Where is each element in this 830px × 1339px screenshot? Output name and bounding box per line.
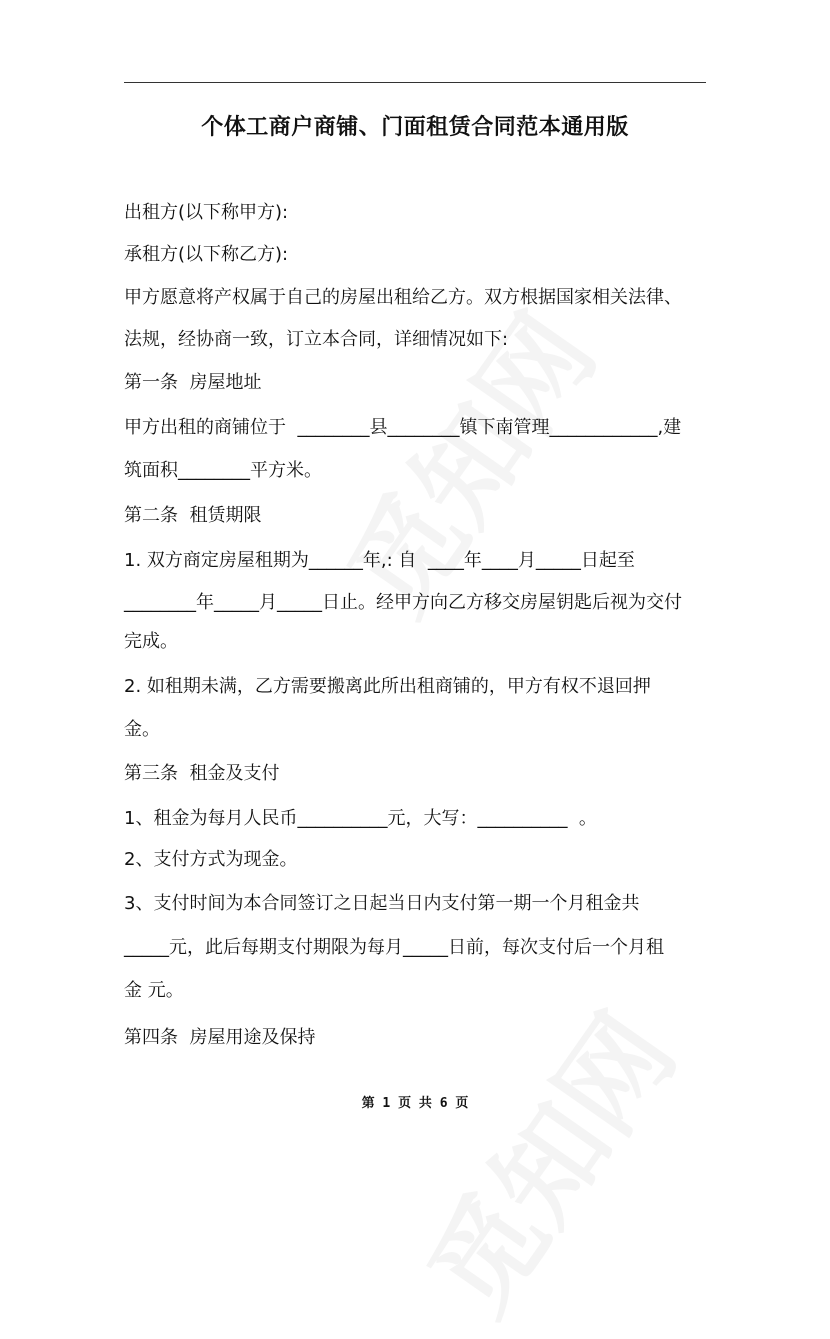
paragraph-line: 筑面积________平方米。 [124, 460, 322, 481]
paragraph-line: 甲方出租的商铺位于 ________县________镇下南管理____________,建 [124, 417, 682, 438]
paragraph-line: 法规，经协商一致，订立本合同，详细情况如下: [124, 329, 509, 350]
paragraph-line: 金。 [124, 719, 160, 740]
paragraph-line: 金 元。 [124, 980, 184, 1001]
watermark [386, 979, 705, 1339]
paragraph-line: 2. 如租期未满，乙方需要搬离此所出租商铺的，甲方有权不退回押 [124, 676, 651, 697]
document-title: 个体工商户商铺、门面租赁合同范本通用版 [201, 115, 629, 140]
paragraph-line: 甲方愿意将产权属于自己的房屋出租给乙方。双方根据国家相关法律、 [124, 287, 682, 308]
paragraph-line: 1. 双方商定房屋租期为______年,: 自 ____年____月_____日起至 [124, 550, 635, 571]
page-footer: 第 1 页 共 6 页 [361, 1096, 469, 1111]
section-heading: 第二条 租赁期限 [124, 505, 262, 526]
paragraph-line: 1、租金为每月人民币__________元，大写：__________ 。 [124, 808, 597, 829]
party-b-line: 承租方(以下称乙方): [124, 244, 289, 265]
section-heading: 第一条 房屋地址 [124, 372, 262, 393]
paragraph-line: 2、支付方式为现金。 [124, 849, 298, 870]
party-a-line: 出租方(以下称甲方): [124, 202, 289, 223]
section-heading: 第三条 租金及支付 [124, 763, 280, 784]
paragraph-line: 完成。 [124, 631, 178, 652]
section-heading: 第四条 房屋用途及保持 [124, 1027, 316, 1048]
header-rule [124, 82, 706, 83]
paragraph-line: 3、支付时间为本合同签订之日起当日内支付第一期一个月租金共 [124, 893, 640, 914]
paragraph-line: ________年_____月_____日止。经甲方向乙方移交房屋钥匙后视为交付 [124, 592, 682, 613]
paragraph-line: _____元，此后每期支付期限为每月_____日前，每次支付后一个月租 [124, 937, 664, 958]
